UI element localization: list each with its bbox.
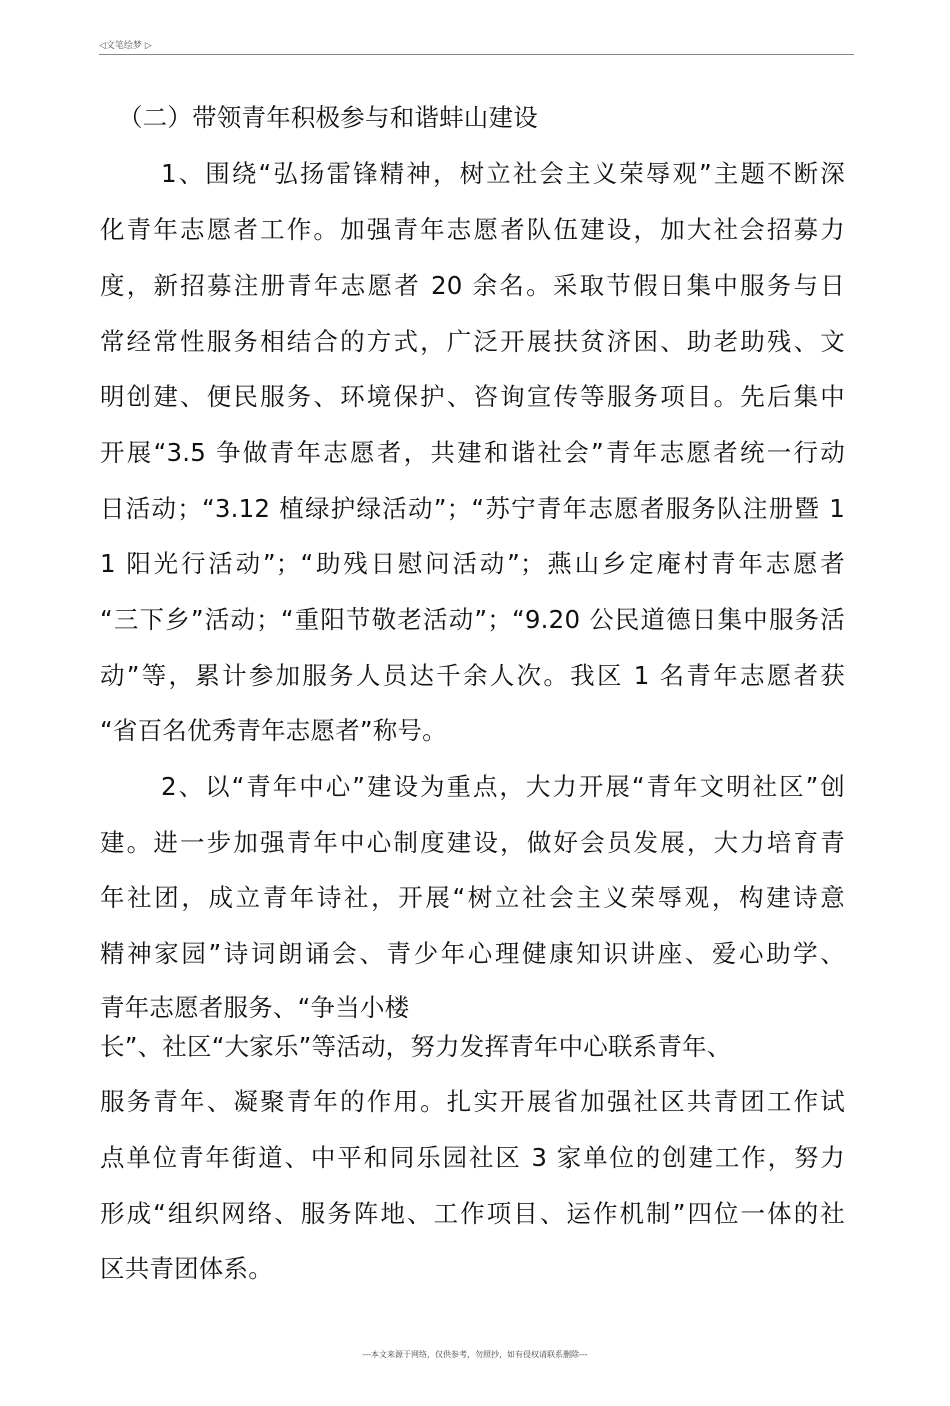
paragraph-line: 1 阳光行活动”；“助残日慰问活动”；燕山乡定庵村青年志愿者 [100, 549, 845, 578]
paragraph-line: 形成“组织网络、服务阵地、工作项目、运作机制”四位一体的社 [100, 1199, 845, 1228]
paragraph-line: 精神家园”诗词朗诵会、青少年心理健康知识讲座、爱心助学、 [100, 939, 845, 968]
paragraph-line: 2、以“青年中心”建设为重点，大力开展“青年文明社区”创 [161, 772, 845, 801]
paragraph-line: “省百名优秀青年志愿者”称号。 [100, 716, 447, 745]
paragraph-line: 化青年志愿者工作。加强青年志愿者队伍建设，加大社会招募力 [100, 215, 845, 244]
paragraph-line: 常经常性服务相结合的方式，广泛开展扶贫济困、助老助残、文 [100, 327, 845, 356]
paragraph-line: 长”、社区“大家乐”等活动，努力发挥青年中心联系青年、 [100, 1032, 732, 1061]
paragraph-line: 1、围绕“弘扬雷锋精神，树立社会主义荣辱观”主题不断深 [161, 159, 845, 188]
paragraph-line: 明创建、便民服务、环境保护、咨询宣传等服务项目。先后集中 [100, 382, 845, 411]
page-footer: ---本文来源于网络，仅供参考，勿照抄，如有侵权请联系删除--- [362, 1350, 588, 1359]
paragraph-line: 青年志愿者服务、“争当小楼 [100, 993, 410, 1022]
paragraph-line: 建。进一步加强青年中心制度建设，做好会员发展，大力培育青 [100, 828, 845, 857]
header-text: 文笔绘梦 [105, 41, 142, 51]
paragraph-line: 服务青年、凝聚青年的作用。扎实开展省加强社区共青团工作试 [100, 1087, 845, 1116]
right-triangle-icon: ▷ [144, 41, 152, 51]
paragraph-line: 年社团，成立青年诗社，开展“树立社会主义荣辱观，构建诗意 [100, 883, 845, 912]
paragraph-line: 动”等，累计参加服务人员达千余人次。我区 1 名青年志愿者获 [100, 661, 845, 690]
section-heading: （二）带领青年积极参与和谐蚌山建设 [118, 103, 538, 132]
left-triangle-icon: ◁ [99, 41, 106, 51]
paragraph-line: 日活动；“3.12 植绿护绿活动”；“苏宁青年志愿者服务队注册暨 1 [100, 494, 845, 523]
page-header [99, 40, 854, 55]
paragraph-line: “三下乡”活动；“重阳节敬老活动”；“9.20 公民道德日集中服务活 [100, 605, 845, 634]
paragraph-line: 度，新招募注册青年志愿者 20 余名。采取节假日集中服务与日 [100, 271, 845, 300]
paragraph-line: 区共青团体系。 [100, 1254, 273, 1283]
paragraph-line: 点单位青年街道、中平和同乐园社区 3 家单位的创建工作，努力 [100, 1143, 845, 1172]
paragraph-line: 开展“3.5 争做青年志愿者，共建和谐社会”青年志愿者统一行动 [100, 438, 845, 467]
